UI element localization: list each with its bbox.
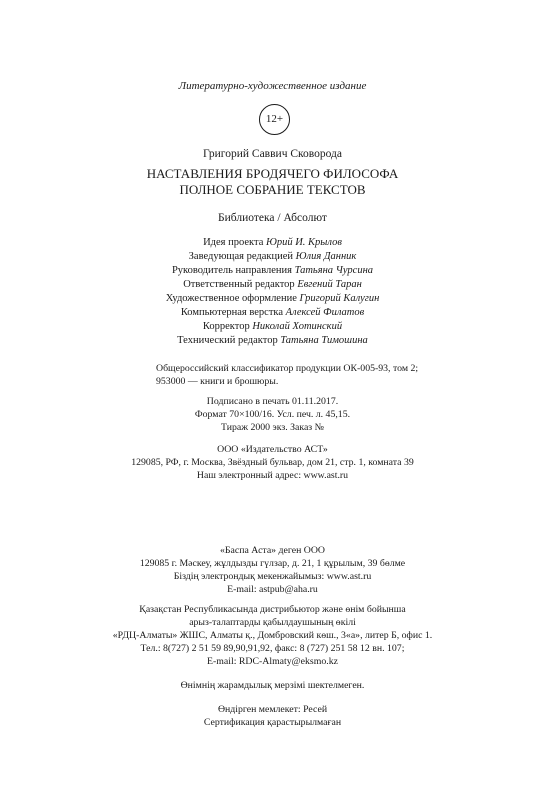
credit-person: Юлия Данник <box>295 251 357 262</box>
credit-role: Заведующая редакцией <box>188 251 294 262</box>
credit-line <box>0 264 545 278</box>
kz-distributor-email: E-mail: RDC-Almaty@eksmo.kz <box>207 656 338 667</box>
credit-line <box>0 250 545 264</box>
credit-person: Алексей Филатов <box>285 307 365 318</box>
kz-publisher-email: E-mail: astpub@aha.ru <box>227 584 318 595</box>
book-title-line-1: НАСТАВЛЕНИЯ БРОДЯЧЕГО ФИЛОСОФА <box>146 166 399 181</box>
edition-type: Литературно-художественное издание <box>178 80 367 92</box>
credit-role: Идея проекта <box>203 237 264 248</box>
kz-distributor-line: арыз-талаптарды қабылдаушының өкілі <box>189 617 356 628</box>
shelf-life-note: Өнімнің жарамдылық мерзімі шектелмеген. <box>180 680 365 691</box>
credit-line <box>0 306 545 320</box>
publisher-name: ООО «Издательство АСТ» <box>217 444 328 455</box>
credit-line <box>0 320 545 334</box>
credit-person: Татьяна Чурсина <box>294 265 374 276</box>
kz-distributor-line: Қазақстан Республикасында дистрибьютор және өнім бойынша <box>139 604 406 615</box>
print-run: Тираж 2000 экз. Заказ № <box>221 422 324 433</box>
publisher-web: Наш электронный адрес: www.ast.ru <box>196 470 349 481</box>
credit-line <box>0 334 545 348</box>
credit-person: Юрий И. Крылов <box>266 237 342 248</box>
credit-person: Татьяна Тимошина <box>280 335 368 346</box>
credit-role: Ответственный редактор <box>183 279 295 290</box>
author-name: Григорий Саввич Сковорода <box>202 148 343 160</box>
credit-line <box>0 236 545 250</box>
certification-note: Сертификация қарастырылмаған <box>203 717 342 728</box>
classifier-line: 953000 — книги и брошюры. <box>156 376 279 387</box>
series-name: Библиотека / Абсолют <box>218 212 327 224</box>
age-rating-badge: 12+ <box>259 104 290 135</box>
print-format: Формат 70×100/16. Усл. печ. л. 45,15. <box>194 409 351 420</box>
origin-country: Өндірген мемлекет: Ресей <box>217 704 328 715</box>
classifier-block <box>156 362 418 388</box>
credit-role: Корректор <box>202 321 250 332</box>
publisher-address: 129085, РФ, г. Москва, Звёздный бульвар, дом 21, стр. 1, комната 39 <box>131 457 414 468</box>
credit-role: Руководитель направления <box>171 265 293 276</box>
print-signed-date: Подписано в печать 01.11.2017. <box>206 396 339 407</box>
kz-publisher-address: 129085 г. Мәскеу, жұлдызды гүлзар, д. 21, 1 құрылым, 39 бөлме <box>139 558 406 569</box>
credit-person: Николай Хотинский <box>252 321 343 332</box>
kz-distributor-phone: Тел.: 8(727) 2 51 59 89,90,91,92, факс: 8 (727) 251 58 12 вн. 107; <box>140 643 405 654</box>
credit-person: Евгений Таран <box>297 279 362 290</box>
credit-person: Григорий Калугин <box>299 293 380 304</box>
credit-role: Технический редактор <box>177 335 278 346</box>
credit-line <box>0 292 545 306</box>
credit-role: Компьютерная верстка <box>180 307 284 318</box>
classifier-line: Общероссийский классификатор продукции ОК-005-93, том 2; <box>156 363 419 374</box>
kz-publisher-web: Біздің электрондық мекенжайымыз: www.ast.ru <box>173 571 372 582</box>
credit-role: Художественное оформление <box>165 293 297 304</box>
kz-publisher-name: «Баспа Аста» деген ООО <box>219 545 326 556</box>
credit-line <box>0 278 545 292</box>
book-title-line-2: ПОЛНОЕ СОБРАНИЕ ТЕКСТОВ <box>179 182 366 197</box>
kz-distributor-address: «РДЦ-Алматы» ЖШС, Алматы қ., Домбровский көш., 3«а», литер Б, офис 1. <box>112 630 433 641</box>
